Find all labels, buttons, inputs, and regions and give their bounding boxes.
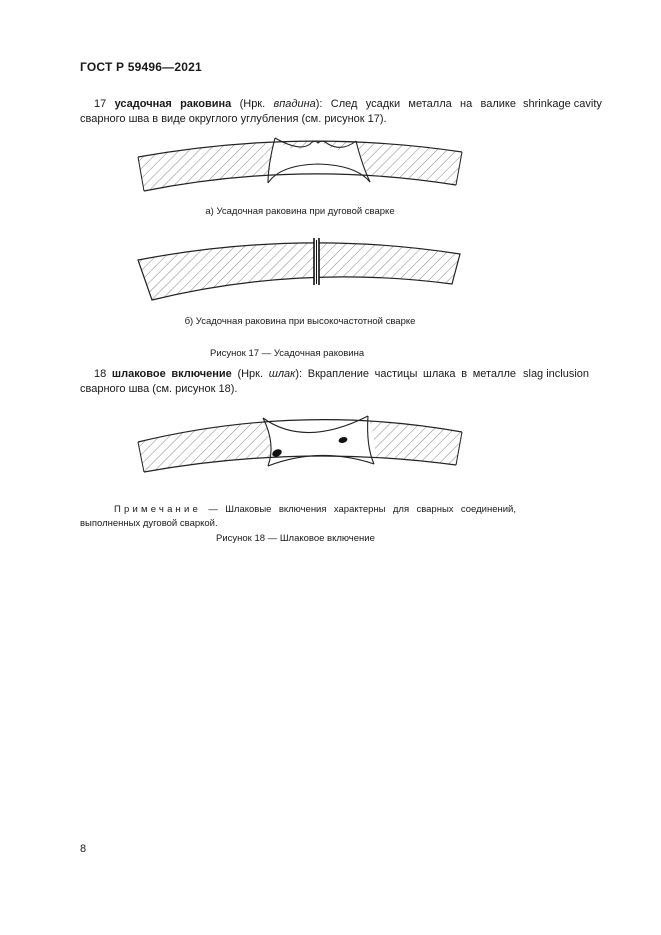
page-number: 8 (80, 843, 87, 855)
standard-header: ГОСТ Р 59496—2021 (80, 60, 202, 74)
term-17-english: shrinkage cavity (523, 98, 602, 110)
term-17-definition: 17 усадочная раковина (Нрк. впадина): След усадки металла на валике сварного шва в виде округлого углубления (см. рисунок 17). (80, 98, 516, 125)
figure-17a-illustration (130, 130, 470, 200)
term-18-definition: 18 шлаковое включение (Нрк. шлак): Вкрапление частицы шлака в металле сварного шва (см. рисунок 18). (80, 368, 516, 395)
figure-18-illustration (130, 406, 470, 486)
figure-18-note (80, 503, 516, 531)
figure-17b-caption: б) Усадочная раковина при высокочастотной сварке (184, 316, 416, 327)
term-17-deprecated: впадина (273, 98, 316, 110)
term-18-number: 18 (94, 368, 107, 380)
term-18-english: slag inclusion (523, 368, 590, 380)
figure-17-caption: Рисунок 17 — Усадочная раковина (210, 348, 365, 359)
figure-18-caption: Рисунок 18 — Шлаковое включение (216, 533, 375, 544)
note-text: — Шлаковые включения характерны для сварных соединений, выполненных дуговой сваркой. (80, 504, 516, 529)
term-17-title: усадочная раковина (114, 98, 232, 110)
note-label: Примечание (114, 504, 201, 515)
figure-17a-caption: а) Усадочная раковина при дуговой сварке (205, 206, 395, 217)
term-18-title: шлаковое включение (111, 368, 232, 380)
term-18-deprecated: шлак (268, 368, 296, 380)
figure-17b-illustration (130, 232, 470, 304)
term-17-number: 17 (94, 98, 107, 110)
